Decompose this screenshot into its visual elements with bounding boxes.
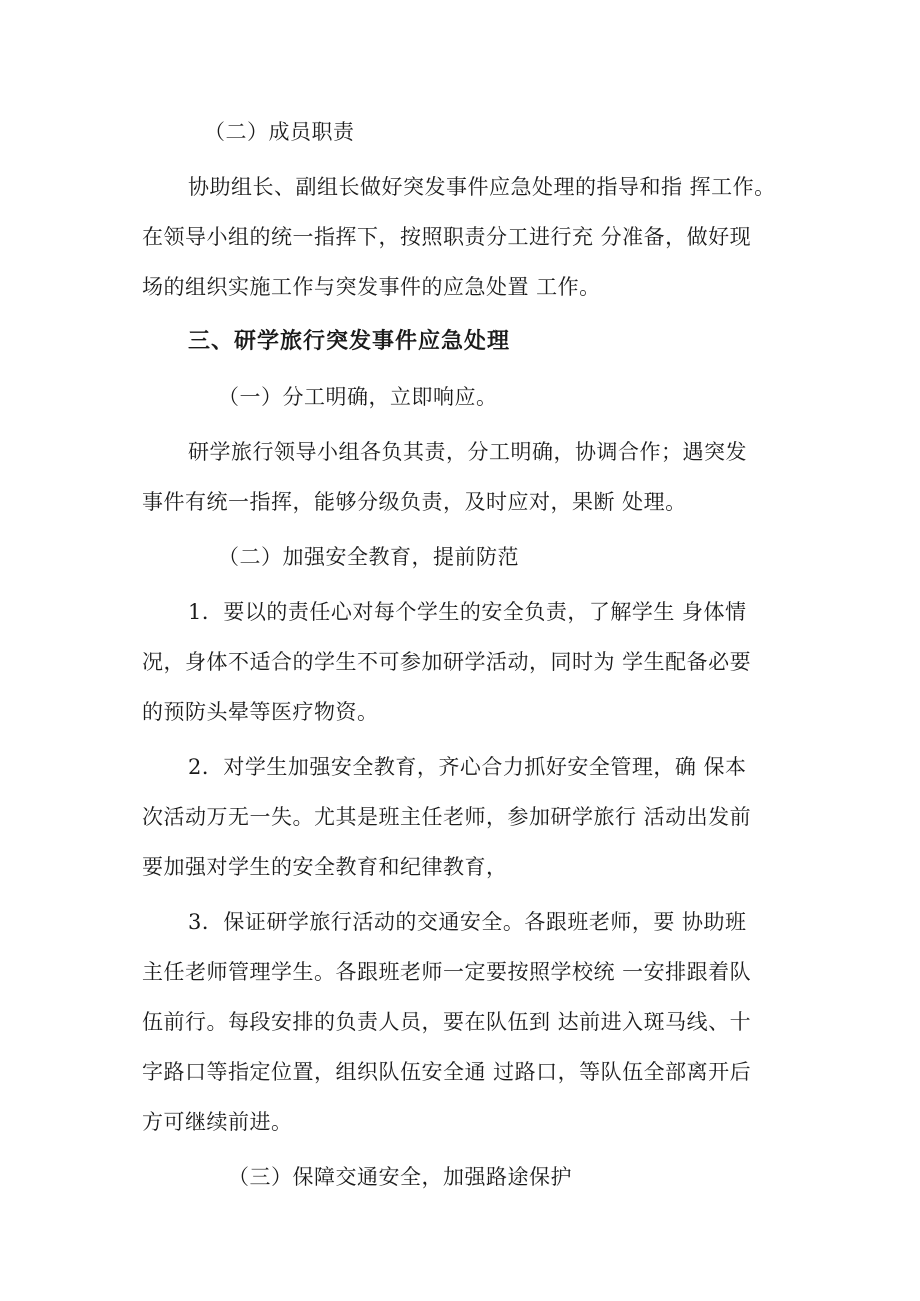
list-item-line: 主任老师管理学生。各跟班老师一定要按照学校统 一安排跟着队 [142,960,752,984]
section-heading: 三、研学旅行突发事件应急处理 [188,329,511,354]
list-item-line: 况，身体不适合的学生不可参加研学活动，同时为 学生配备必要 [142,650,752,674]
subsection-title: （二）加强安全教育，提前防范 [218,545,519,569]
list-item-line: 2．对学生加强安全教育，齐心合力抓好安全管理，确 保本 [188,755,747,779]
paragraph-line: 场的组织实施工作与突发事件的应急处置 工作。 [142,275,601,299]
paragraph-line: 研学旅行领导小组各负其责，分工明确，协调合作；遇突发 [188,440,747,464]
paragraph-line: 协助组长、副组长做好突发事件应急处理的指导和指 挥工作。 [188,175,776,199]
list-item-line: 1．要以的责任心对每个学生的安全负责，了解学生 身体情 [188,600,747,624]
list-item-line: 伍前行。每段安排的负责人员，要在队伍到 达前进入斑马线、十 [142,1010,752,1034]
list-item-line: 3．保证研学旅行活动的交通安全。各跟班老师，要 协助班 [188,910,747,934]
subsection-title-members-duties: （二）成员职责 [204,120,355,144]
list-item-line: 的预防头晕等医疗物资。 [142,700,379,724]
list-item-line: 要加强对学生的安全教育和纪律教育， [142,855,508,879]
subsection-title: （一）分工明确，立即响应。 [218,385,498,409]
paragraph-line: 事件有统一指挥，能够分级负责，及时应对，果断 处理。 [142,490,687,514]
subsection-title: （三）保障交通安全，加强路途保护 [228,1165,572,1189]
list-item-line: 次活动万无一失。尤其是班主任老师，参加研学旅行 活动出发前 [142,805,752,829]
list-item-line: 方可继续前进。 [142,1110,293,1134]
list-item-line: 字路口等指定位置，组织队伍安全通 过路口，等队伍全部离开后 [142,1060,752,1084]
paragraph-line: 在领导小组的统一指挥下，按照职责分工进行充 分准备，做好现 [142,225,752,249]
